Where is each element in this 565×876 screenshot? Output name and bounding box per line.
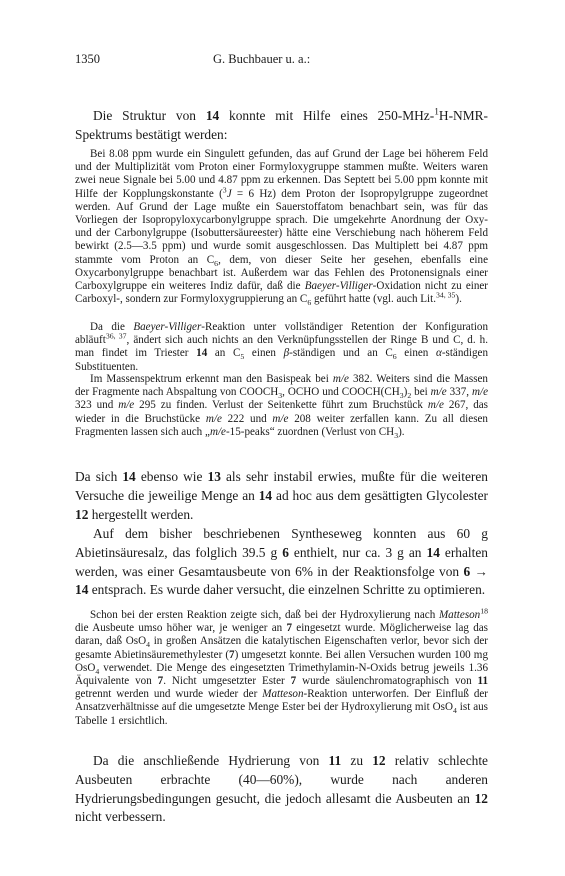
page-number: 1350 [75,52,100,66]
running-title: G. Buchbauer u. a.: [213,52,311,66]
paragraph-structure-intro: Die Struktur von 14 konnte mit Hilfe eines 250-MHz-$^1$H-NMR-Spektrums bestätigt werden: [75,107,489,142]
paragraph-synthesis-yield: Auf dem bisher beschriebenen Syntheseweg konnten aus 60 g Abietinsäuresalz, das folglich 39.5 g 6 enthielt, nur ca. 3 g an 14 erhalten werden, was einer Gesamtausbeute von 6% in der Reaktionsfolge von 6 → 14 entsprach. Es wurde daher versucht, die einzelnen Schritte zu optimieren. [75,526,489,598]
paragraph-hydroxylation: Schon bei der ersten Reaktion zeigte sich, daß bei der Hydroxylierung nach Matteson$^{18}$ die Ausbeute umso höher war, je weniger an 7 eingesetzt wurde. Möglicherweise lag das daran, daß OsO$_4$ in großen Ansätzen die katalytischen Eigenschaften verlor, bevor sich der gesamte Abietinsäuremethylester (7) umgesetzt konnte. Bei allen Versuchen wurden 100 mg OsO$_4$ verwendet. Die Menge des eingesetzten Trimethylamin-N-Oxids betrug jeweils 1.36 Äquivalente von 7. Nicht umgesetzter Ester 7 wurde säulenchromatographisch von 11 getrennt werden und wurde wieder der Matteson-Reaktion unterworfen. Der Einfluß der Ansatzverhältnisse auf die umgesetzte Menge Ester bei der Hydroxylierung mit OsO$_4$ ist aus Tabelle 1 ersichtlich. [75,606,489,727]
paragraph-hydrogenation: Da die anschließende Hydrierung von 11 zu 12 relativ schlechte Ausbeuten erbrachte (40—60%), wurde nach anderen Hydrierungsbedingungen gesucht, die jedoch allesamt die Ausbeuten an 12 nicht verbessern. [75,753,488,825]
paragraph-retention: Da die Baeyer-Villiger-Reaktion unter vollständiger Retention der Konfiguration abläuft$^{36, 37}$, ändert sich auch nichts an den Verknüpfungsstellen der Ringe B und C, d. h. man findet im Triester 14 an $C_5$ einen β-ständigen und an $C_6$ einen α-ständigen Substituenten. [75,321,489,373]
paragraph-nmr-details: Bei 8.08 ppm wurde ein Singulett gefunden, das auf Grund der Lage bei höherem Feld und der Multiplizität vom Proton einer Formyloxygruppe stammen mußte. Weiters waren zwei neue Signale bei 5.00 und 4.87 ppm zu erkennen. Das Septett bei 5.00 ppm konnte mit Hilfe der Kopplungskonstante ($^3$J = 6 Hz) dem Proton der Isopropylgruppe zugeordnet werden. Auf Grund der Lage mußte ein Sauerstoffatom benachbart sein, was für das Vorliegen der Isopropyloxycarbonylgruppe sprach. Die umgekehrte Anordnung der Oxy- und der Carbonylgruppe (Isobuttersäureester) hätte eine Verschiebung nach höherem Feld bewirkt (2.5—3.5 ppm) und wurde somit ausgeschlossen. Das Multiplett bei 4.87 ppm stammte vom Proton an $C_6$, dem, von dieser Seite her gesehen, ebenfalls eine Oxycarbonylgruppe benachbart ist. Außerdem war das Fehlen des Protonensignals einer Carboxylgruppe ein weiteres Indiz dafür, daß die Baeyer-Villiger-Oxidation nicht zu einer Carboxyl-, sondern zur Formyloxygruppierung an $C_6$ geführt hatte (vgl. auch Lit.$^{34, 35}$). [75,148,488,308]
paragraph-mass-spectrum: Im Massenspektrum erkennt man den Basispeak bei m/e 382. Weiters sind die Massen der Fragmente nach Abspaltung von $COOCH_3$, OCHO und $COOCH(CH_3)_2$ bei m/e 337, m/e 323 und m/e 295 zu finden. Verlust der Seitenkette führt zum Bruchstück m/e 267, das wieder in die Bruchstücke m/e 222 und m/e 208 weiter zerfallen kann. Zu all diesen Fragmenten lassen sich auch „m/e-15-peaks“ zuordnen (Verlust von $CH_3$). [75,373,489,441]
paragraph-instability: Da sich 14 ebenso wie 13 als sehr instabil erwies, mußte für die weiteren Versuche die jeweilige Menge an 14 ad hoc aus dem gesättigten Glycolester 12 hergestellt werden. [75,469,488,522]
page-header [75,52,490,68]
